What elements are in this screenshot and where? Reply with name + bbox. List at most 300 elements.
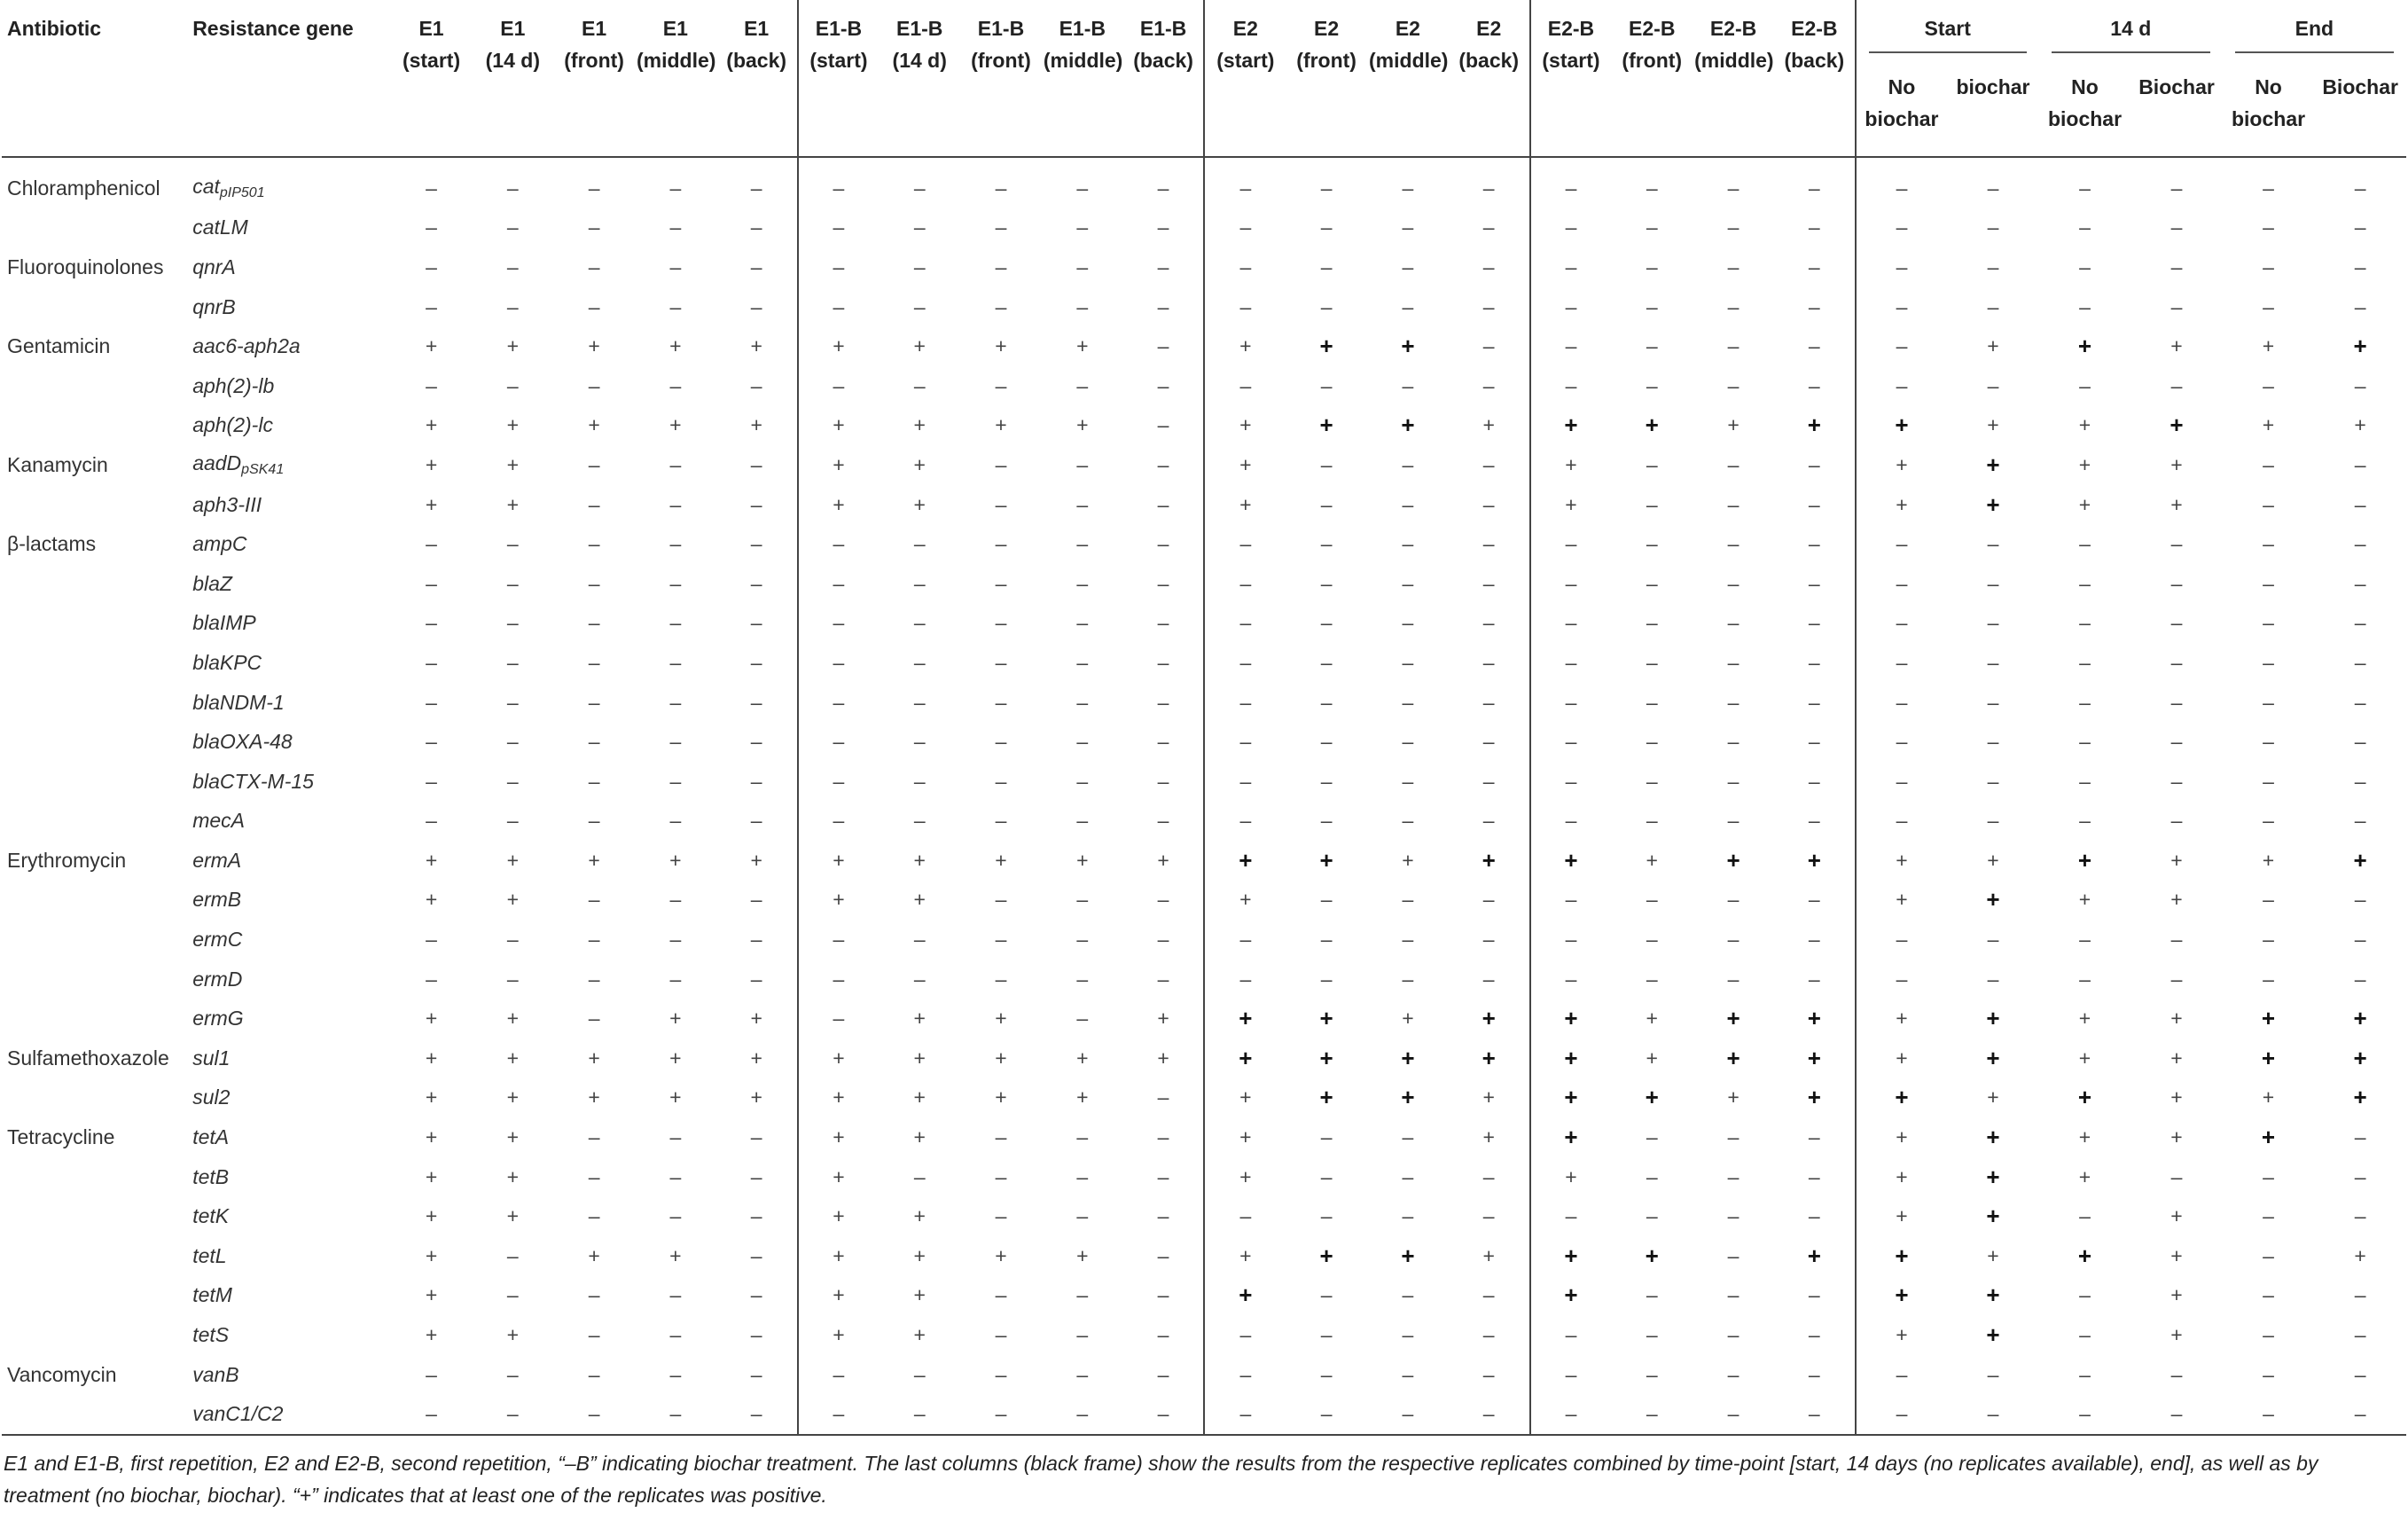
gene-cell [187,841,390,881]
value-cell: – [1530,287,1612,327]
value-cell: + [1807,411,1821,439]
value-cell: – [750,215,762,239]
value-cell: – [506,294,519,318]
value-cell: + [2170,1283,2183,1307]
value-cell: + [1856,485,1948,525]
gene-name: ermC [192,928,243,952]
value-cell: – [2263,690,2274,714]
table-row [2,1236,2406,1276]
header-e1b-col [879,0,960,157]
value-cell: – [1402,690,1414,714]
value-cell: – [798,999,880,1038]
value-cell: + [2170,452,2183,476]
value-cell: – [1646,373,1658,397]
value-cell: – [2170,769,2183,793]
value-cell: – [1157,373,1169,397]
value-cell: + [1076,848,1089,872]
value-cell: – [1987,1362,1999,1386]
value-cell: + [2170,1204,2183,1228]
value-cell: – [588,650,600,674]
value-cell: – [995,1323,1007,1347]
value-cell: + [2077,1084,2092,1111]
antibiotic-cell [2,1394,187,1435]
value-cell: – [995,809,1007,833]
value-cell: – [588,571,600,595]
header-text: (back) [1458,49,1520,72]
value-cell: – [1482,1283,1495,1307]
value-cell: + [425,492,438,516]
value-cell: + [995,1046,1007,1070]
value-cell: + [588,1046,600,1070]
value-cell: + [1204,1078,1286,1118]
value-cell: – [1157,334,1169,358]
header-subgroup [2039,66,2131,157]
value-cell: – [1808,492,1820,516]
value-cell: – [1808,1402,1820,1426]
gene-cell [187,683,390,723]
value-cell: + [2354,413,2366,437]
value-cell: – [1076,1164,1089,1188]
value-cell: – [426,611,437,635]
value-cell: – [1204,564,1286,604]
value-cell: – [1157,650,1169,674]
value-cell: + [1482,1243,1495,1267]
gene-cell [187,157,390,208]
value-cell: + [1807,1242,1821,1269]
table-row [2,1276,2406,1316]
value-cell: – [750,1323,762,1347]
header-subgroup [2223,66,2315,157]
header-text: E1 [418,17,444,40]
value-cell: + [1204,999,1286,1038]
value-cell: + [1645,1242,1659,1269]
value-cell: – [1320,452,1333,476]
antibiotic-cell [2,802,187,842]
value-cell: + [913,452,926,476]
gene-name: blaNDM-1 [192,690,285,714]
value-cell: + [425,1085,438,1109]
header-text: (14 d) [892,49,947,72]
value-cell: – [1987,571,1999,595]
value-cell: – [2170,730,2183,754]
value-cell: – [1076,928,1089,952]
value-cell: – [1402,888,1414,912]
value-cell: – [1856,683,1948,723]
table-row [2,326,2406,366]
value-cell: – [2079,1283,2091,1307]
value-cell: – [426,730,437,754]
value-cell: + [1807,1044,1821,1071]
value-cell: + [506,1085,520,1109]
header-e2-col [1286,0,1367,157]
value-cell: – [2079,690,2091,714]
value-cell: – [1530,157,1612,208]
value-cell: + [798,1038,880,1078]
value-cell: + [2262,1085,2275,1109]
value-cell: – [1320,294,1333,318]
value-cell: – [1727,730,1740,754]
value-cell: – [1076,492,1089,516]
value-cell: – [1482,176,1495,200]
gene-name: ermB [192,888,242,912]
value-cell: + [506,1007,520,1030]
value-cell: – [426,967,437,991]
value-cell: – [798,366,880,406]
value-cell: + [669,1085,682,1109]
value-cell: – [506,532,519,556]
antibiotic-cell [2,564,187,604]
header-text: (front) [1296,49,1356,72]
value-cell: + [1646,848,1658,872]
value-cell: – [1808,452,1820,476]
gene-cell [187,445,390,485]
value-cell: – [1646,294,1658,318]
value-cell: – [798,960,880,999]
header-text: (back) [726,49,787,72]
value-cell: – [1727,452,1740,476]
antibiotic-cell: Kanamycin [7,452,108,476]
value-cell: + [425,452,438,476]
value-cell: – [1646,334,1658,358]
value-cell: + [1856,1078,1948,1118]
value-cell: – [2079,650,2091,674]
value-cell: – [1157,1283,1169,1307]
value-cell: + [1530,999,1612,1038]
value-cell: – [506,809,519,833]
value-cell: – [1076,1204,1089,1228]
value-cell: – [1320,373,1333,397]
value-cell: + [2077,846,2092,874]
value-cell: + [1856,999,1948,1038]
header-text: E2 [1314,17,1340,40]
value-cell: – [1204,920,1286,960]
value-cell: – [669,888,682,912]
value-cell: – [798,643,880,683]
value-cell: – [2354,611,2366,635]
value-cell: – [913,690,926,714]
value-cell: – [1530,524,1612,564]
value-cell: – [913,1362,926,1386]
value-cell: – [1402,532,1414,556]
value-cell: – [1530,326,1612,366]
value-cell: – [1482,769,1495,793]
value-cell: + [506,1046,520,1070]
table-body [2,157,2406,1435]
value-cell: – [2263,1164,2274,1188]
value-cell: – [913,1164,926,1188]
value-cell: – [995,571,1007,595]
value-cell: + [1482,1125,1495,1149]
value-cell: – [2354,967,2366,991]
value-cell: – [1204,247,1286,287]
value-cell: – [750,1125,762,1149]
value-cell: + [506,1125,520,1149]
value-cell: – [750,1204,762,1228]
value-cell: – [1402,215,1414,239]
value-cell: – [588,1283,600,1307]
value-cell: – [1808,1323,1820,1347]
table-header [2,0,2406,157]
value-cell: – [1157,1243,1169,1267]
value-cell: + [506,848,520,872]
value-cell: + [1482,1044,1496,1071]
value-cell: – [1204,1355,1286,1395]
value-cell: – [588,1007,600,1030]
value-cell: – [1204,643,1286,683]
value-cell: – [750,176,762,200]
value-cell: – [1320,690,1333,714]
gene-cell [187,524,390,564]
header-group-2 [2223,0,2406,66]
gene-name: catLM [192,215,248,239]
value-cell: + [1401,333,1415,360]
value-cell: + [913,1007,926,1030]
value-cell: – [1987,1402,1999,1426]
value-cell: + [1319,1005,1333,1032]
value-cell: – [506,611,519,635]
value-cell: – [2079,967,2091,991]
value-cell: – [1856,366,1948,406]
header-text: (front) [1622,49,1683,72]
value-cell: – [1482,928,1495,952]
value-cell: – [1727,215,1740,239]
value-cell: + [1645,411,1659,439]
value-cell: + [1726,1044,1740,1071]
gene-name: blaIMP [192,611,256,635]
value-cell: – [669,1125,682,1149]
value-cell: + [506,452,520,476]
value-cell: – [2170,928,2183,952]
value-cell: – [1646,1125,1658,1149]
value-cell: + [1727,1085,1740,1109]
value-cell: – [588,215,600,239]
value-cell: – [2079,1323,2091,1347]
value-cell: + [1402,1007,1414,1030]
header-text: (middle) [636,49,716,72]
value-cell: – [913,928,926,952]
gene-cell [187,1276,390,1316]
header-text: E1-B [896,17,943,40]
value-cell: – [588,1164,600,1188]
value-cell: – [1402,176,1414,200]
value-cell: – [1727,373,1740,397]
antibiotic-cell [2,1157,187,1197]
value-cell: – [1076,1125,1089,1149]
antibiotic-cell: Fluoroquinolones [7,255,164,278]
value-cell: – [2079,176,2091,200]
value-cell: + [1204,445,1286,485]
value-cell: + [1986,1124,2000,1151]
value-cell: – [995,1362,1007,1386]
value-cell: – [1157,532,1169,556]
value-cell: – [1987,690,1999,714]
header-text: (start) [1216,49,1275,72]
value-cell: + [1076,1085,1089,1109]
value-cell: – [1320,888,1333,912]
value-cell: – [426,294,437,318]
value-cell: – [995,611,1007,635]
value-cell: – [1987,730,1999,754]
value-cell: – [798,564,880,604]
value-cell: – [1808,611,1820,635]
value-cell: – [913,215,926,239]
value-cell: + [588,1085,600,1109]
value-cell: – [2354,294,2366,318]
value-cell: – [2263,1243,2274,1267]
value-cell: – [1204,524,1286,564]
value-cell: – [1856,722,1948,762]
gene-name: tetA [192,1125,230,1149]
group-underline [2052,51,2210,53]
gene-name: aadD [192,451,242,475]
value-cell: – [2170,1402,2183,1426]
value-cell: – [1987,769,1999,793]
value-cell: – [1808,730,1820,754]
value-cell: + [1157,1007,1169,1030]
value-cell: + [1807,1005,1821,1032]
value-cell: + [1530,841,1612,881]
value-cell: – [2263,571,2274,595]
value-cell: + [1986,451,2000,478]
value-cell: – [1482,730,1495,754]
value-cell: – [750,809,762,833]
header-group-label: Start [1924,17,1971,40]
value-cell: – [750,294,762,318]
gene-cell [187,1236,390,1276]
value-cell: + [995,413,1007,437]
value-cell: + [1645,1084,1659,1111]
value-cell: – [1204,1196,1286,1236]
value-cell: – [1987,532,1999,556]
value-cell: – [1320,1362,1333,1386]
value-cell: – [1157,928,1169,952]
header-e1-col [553,0,635,157]
value-cell: + [588,1243,600,1267]
antibiotic-cell [2,762,187,802]
gene-subscript: pSK41 [241,462,285,478]
value-cell: – [2079,611,2091,635]
header-text: E1-B [1139,17,1187,40]
value-cell: – [506,1283,519,1307]
value-cell: + [1987,413,1999,437]
value-cell: + [995,1085,1007,1109]
table-row [2,524,2406,564]
value-cell: – [1646,650,1658,674]
value-cell: – [588,532,600,556]
value-cell: – [2263,452,2274,476]
value-cell: – [1646,255,1658,278]
value-cell: – [2263,650,2274,674]
antibiotic-cell [2,960,187,999]
value-cell: – [2354,571,2366,595]
value-cell: – [1727,334,1740,358]
value-cell: – [2079,294,2091,318]
value-cell: – [798,920,880,960]
gene-name: aac6-aph2a [192,334,301,358]
value-cell: + [913,888,926,912]
value-cell: + [750,1046,762,1070]
value-cell: + [913,1283,926,1307]
value-cell: – [1646,215,1658,239]
value-cell: – [506,176,519,200]
antibiotic-cell [2,406,187,446]
value-cell: + [2170,1323,2183,1347]
gene-cell [187,366,390,406]
value-cell: + [669,334,682,358]
value-cell: – [1727,1243,1740,1267]
value-cell: + [1204,1276,1286,1316]
value-cell: – [1808,215,1820,239]
value-cell: – [1530,960,1612,999]
value-cell: – [798,1394,880,1435]
value-cell: – [798,683,880,723]
value-cell: – [1204,287,1286,327]
value-cell: – [1482,294,1495,318]
value-cell: – [426,769,437,793]
antibiotic-cell [2,366,187,406]
value-cell: – [1727,809,1740,833]
header-text: E1 [744,17,770,40]
value-cell: + [1856,1038,1948,1078]
gene-name: tetB [192,1164,230,1188]
value-cell: + [669,413,682,437]
value-cell: + [2262,334,2275,358]
value-cell: – [506,215,519,239]
value-cell: + [2170,888,2183,912]
gene-name: vanC1/C2 [192,1402,284,1426]
value-cell: – [798,247,880,287]
value-cell: – [995,1204,1007,1228]
value-cell: – [1646,690,1658,714]
header-text: No [1888,75,1916,98]
value-cell: + [506,1164,520,1188]
value-cell: – [588,1362,600,1386]
value-cell: – [2170,809,2183,833]
header-text: E2-B [1709,17,1757,40]
value-cell: – [995,532,1007,556]
value-cell: – [506,373,519,397]
value-cell: – [1204,157,1286,208]
antibiotic-cell [2,1078,187,1118]
value-cell: – [506,255,519,278]
value-cell: – [1646,730,1658,754]
value-cell: – [2354,452,2366,476]
value-cell: – [669,1204,682,1228]
value-cell: – [1402,611,1414,635]
value-cell: – [2079,1204,2091,1228]
value-cell: + [2170,411,2184,439]
value-cell: – [995,373,1007,397]
value-cell: – [2170,215,2183,239]
value-cell: – [2263,928,2274,952]
value-cell: – [995,294,1007,318]
value-cell: – [588,928,600,952]
value-cell: – [995,1283,1007,1307]
value-cell: – [1646,1402,1658,1426]
value-cell: – [1076,1283,1089,1307]
value-cell: – [1808,1283,1820,1307]
value-cell: – [913,967,926,991]
table-row [2,762,2406,802]
value-cell: – [1204,802,1286,842]
gene-name: aph(2)-lb [192,373,275,397]
value-cell: + [1204,485,1286,525]
value-cell: – [1076,611,1089,635]
value-cell: – [798,1355,880,1395]
value-cell: – [426,571,437,595]
value-cell: – [506,690,519,714]
value-cell: – [588,492,600,516]
